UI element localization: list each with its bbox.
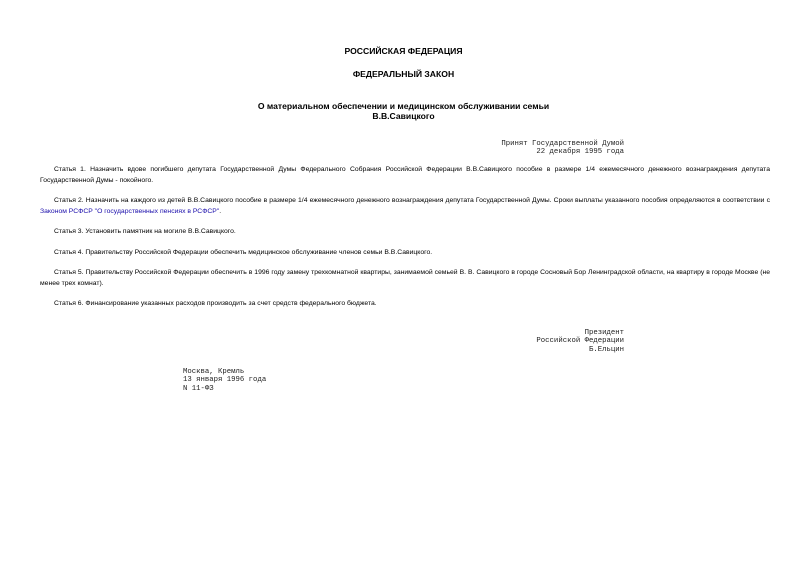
article-5: Статья 5. Правительству Российской Федерации обеспечить в 1996 году замену трехкомнатной квартиры, занимаемой семьей В. В. Савицкого в городе Сосновый Бор Ленинградской области, на квартиру в городе Москве (не менее трех комнат). [40,269,770,287]
article-2-tail: . [219,208,222,215]
pension-law-link[interactable]: Законом РСФСР "О государственных пенсиях в РСФСР" [40,208,220,215]
article-2 [40,195,770,217]
signature-name: Б.Ельцин [588,345,624,354]
law-title-line1: О материальном обеспечении и медицинском обслуживании семьи [257,101,550,111]
article-1: Статья 1. Назначить вдове погибшего депутата Государственной Думы Федерального Собрания Российской Федерации В.В.Савицкого пособие в размере 1/4 ежемесячного денежного вознаграждения депутата Государственной Думы - покойного. [40,166,770,184]
country-heading: РОССИЙСКАЯ ФЕДЕРАЦИЯ [344,46,463,56]
article-4: Статья 4. Правительству Российской Федерации обеспечить медицинское обслуживание членов семьи В.В.Савицкого. [54,249,433,256]
article-2-text: Статья 2. Назначить на каждого из детей В.В.Савицкого пособие в размере 1/4 ежемесячного денежного вознаграждения депутата Государственной Думы. Сроки выплаты указанного пособия определяются в соответствии с [54,197,770,204]
adoption-line2: 22 декабря 1995 года [536,148,624,157]
signature-block [536,329,624,354]
place-date: 13 января 1996 года [183,376,267,385]
adoption-line1: Принят Государственной Думой [501,140,624,148]
law-number: N 11-ФЗ [183,384,214,393]
article-6: Статья 6. Финансирование указанных расходов производить за счет средств федерального бюджета. [54,300,377,307]
place-date-block [183,368,266,393]
signature-title: Президент [584,329,624,337]
signature-country: Российской Федерации [536,337,624,346]
doc-type-heading: ФЕДЕРАЛЬНЫЙ ЗАКОН [352,69,455,79]
adoption-note [501,140,624,157]
place-city: Москва, Кремль [183,368,245,376]
article-3: Статья 3. Установить памятник на могиле В.В.Савицкого. [54,228,236,235]
law-title-line2: В.В.Савицкого [372,111,435,121]
